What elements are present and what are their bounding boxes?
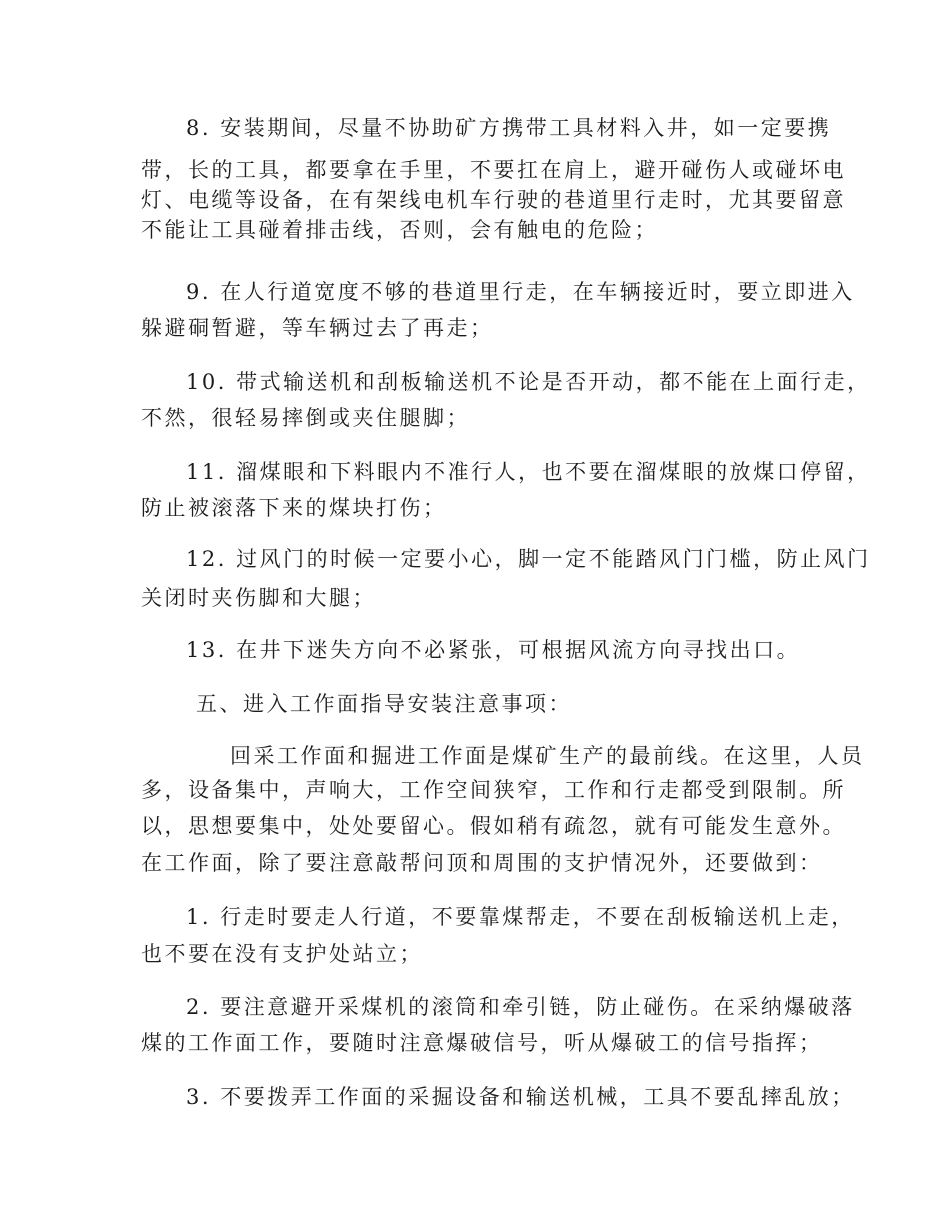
intro-line-1: 回采工作面和掘进工作面是煤矿生产的最前线。在这里，人员: [230, 744, 865, 768]
intro-line-4: 在工作面，除了要注意敲帮问顶和周围的支护情况外，还要做到：: [141, 851, 823, 875]
paragraph-10-line-1: 10. 带式输送机和刮板输送机不论是否开动，都不能在上面行走，: [186, 370, 871, 394]
paragraph-12-line-2: 关闭时夹伤脚和大腿；: [141, 586, 376, 610]
item-1-line-2: 也不要在没有支护处站立；: [141, 942, 423, 966]
paragraph-9-line-2: 躲避硐暂避，等车辆过去了再走；: [141, 316, 494, 340]
paragraph-13-line-1: 13. 在井下迷失方向不必紧张，可根据风流方向寻找出口。: [186, 638, 801, 662]
item-3-line-1: 3. 不要拨弄工作面的采掘设备和输送机械，工具不要乱摔乱放；: [186, 1085, 855, 1109]
paragraph-9-line-1: 9. 在人行道宽度不够的巷道里行走，在车辆接近时，要立即进入: [186, 280, 855, 304]
section-5-heading: 五、进入工作面指导安装注意事项：: [196, 692, 572, 716]
paragraph-8-line-1: 8. 安装期间，尽量不协助矿方携带工具材料入井，如一定要携: [186, 116, 832, 140]
paragraph-10-line-2: 不然，很轻易摔倒或夹住腿脚；: [141, 406, 470, 430]
item-2-line-2: 煤的工作面工作，要随时注意爆破信号，听从爆破工的信号指挥；: [141, 1031, 823, 1055]
intro-line-3: 以，思想要集中，处处要留心。假如稍有疏忽，就有可能发生意外。: [141, 814, 846, 838]
paragraph-12-line-1: 12. 过风门的时候一定要小心，脚一定不能踏风门门槛，防止风门: [186, 547, 871, 571]
item-2-line-1: 2. 要注意避开采煤机的滚筒和牵引链，防止碰伤。在采纳爆破落: [186, 995, 855, 1019]
paragraph-8-line-3: 灯、电缆等设备，在有架线电机车行驶的巷道里行走时，尤其要留意: [141, 188, 846, 212]
paragraph-11-line-1: 11. 溜煤眼和下料眼内不准行人，也不要在溜煤眼的放煤口停留，: [186, 460, 871, 484]
paragraph-8-line-2: 带，长的工具，都要拿在手里，不要扛在肩上，避开碰伤人或碰坏电: [141, 158, 846, 182]
intro-line-2: 多，设备集中，声响大，工作空间狭窄，工作和行走都受到限制。所: [141, 778, 846, 802]
paragraph-8-line-4: 不能让工具碰着排击线，否则，会有触电的危险；: [141, 218, 658, 242]
item-1-line-1: 1. 行走时要走人行道，不要靠煤帮走，不要在刮板输送机上走，: [186, 905, 855, 929]
paragraph-11-line-2: 防止被滚落下来的煤块打伤；: [141, 496, 447, 520]
